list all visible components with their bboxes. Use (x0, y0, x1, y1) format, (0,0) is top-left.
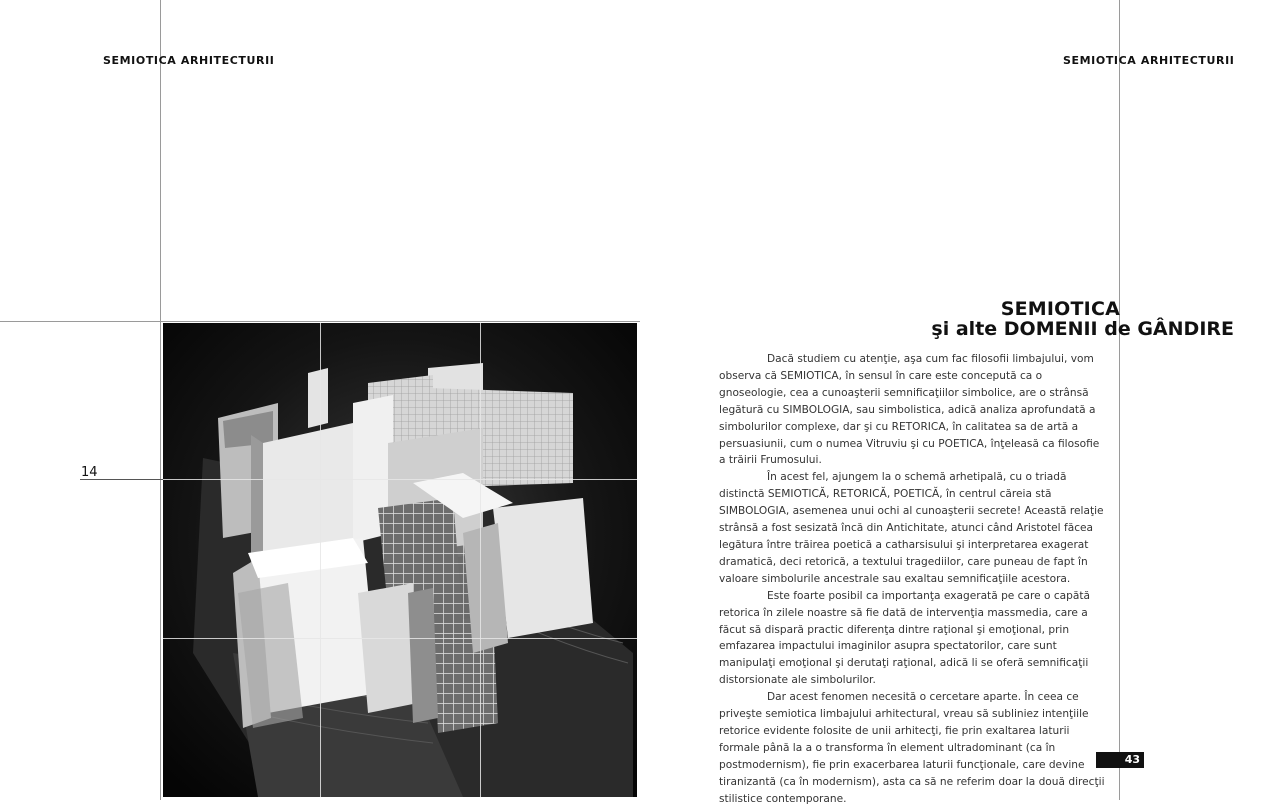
photo-grid-line (320, 323, 321, 797)
chapter-title: SEMIOTICA (1000, 298, 1120, 320)
page-number-left: 14 (81, 465, 98, 480)
paragraph: Dacă studiem cu atenţie, aşa cum fac filosofii limbajului, vom observa că SEMIOTICA, în sensul în care este concepută ca o gnoseologie, cea a cunoaşterii semnificaţiilor simbolice, are o strânsă legătură cu SIMBOLOGIA, sau simbolistica, adică analiza aprofundată a simbolurilor complexe, dar şi cu RETORICA, în calitatea sa de artă a persuasiunii, cum o numea Vitruviu şi cu POETICA, înţeleasă ca filosofie a trăirii Frumosului. (719, 353, 1100, 467)
chapter-subtitle: şi alte DOMENII de GÂNDIRE (931, 318, 1234, 340)
body-text (719, 351, 1105, 807)
paragraph: Este foarte posibil ca importanţa exagerată pe care o capătă retorica în zilele noastre să fie dată de intervenţia massmedia, care a făcut să dispară practic diferenţa dintre raţional şi emoţional, prin emfazarea impactului imaginilor asupra spectatorilor, care sunt manipulaţi emoţional şi derutaţi raţional, adică li se oferă semnificaţii distorsionate ale simbolurilor. (719, 589, 1091, 687)
page-number-right: 43 (1096, 752, 1144, 768)
photo-grid-line (163, 479, 637, 480)
left-margin-guide (160, 0, 161, 800)
running-head-right: SEMIOTICA ARHITECTURII (1063, 54, 1235, 67)
right-margin-guide (1119, 0, 1120, 800)
architecture-model-photo (163, 323, 637, 797)
photo-grid-line (480, 323, 481, 797)
horizontal-guide (0, 321, 640, 322)
architecture-model-illustration (163, 323, 637, 797)
running-head-left: SEMIOTICA ARHITECTURII (103, 54, 275, 67)
photo-grid-line (163, 638, 637, 639)
paragraph: Dar acest fenomen necesită o cercetare aparte. În ceea ce priveşte semiotica limbajului arhitectural, vreau să subliniez intenţiile retorice evidente folosite de unii arhitecţi, fie prin exaltarea laturii formale până la a o transforma în element ultradominant (ca în postmodernism), fie prin exacerbarea laturii funcţionale, care devine tiranizantă (ca în modernism), asta ca să ne referim doar la două direcţii stilistice contemporane. (719, 691, 1105, 805)
paragraph: În acest fel, ajungem la o schemă arhetipală, cu o triadă distinctă SEMIOTICĂ, RETORICĂ, POETICĂ, în centrul căreia stă SIMBOLOGIA, asemenea unui ochi al cunoaşterii secrete! Această relaţie strânsă a fost sesizată încă din Antichitate, atunci când Aristotel făcea legătura între trăirea poetică a catharsisului şi interpretarea exagerat dramatică, deci retorică, a textului tragediilor, care puneau de fapt în valoare simbolurile ancestrale sau exaltau semnificaţiile acestora. (719, 471, 1104, 585)
